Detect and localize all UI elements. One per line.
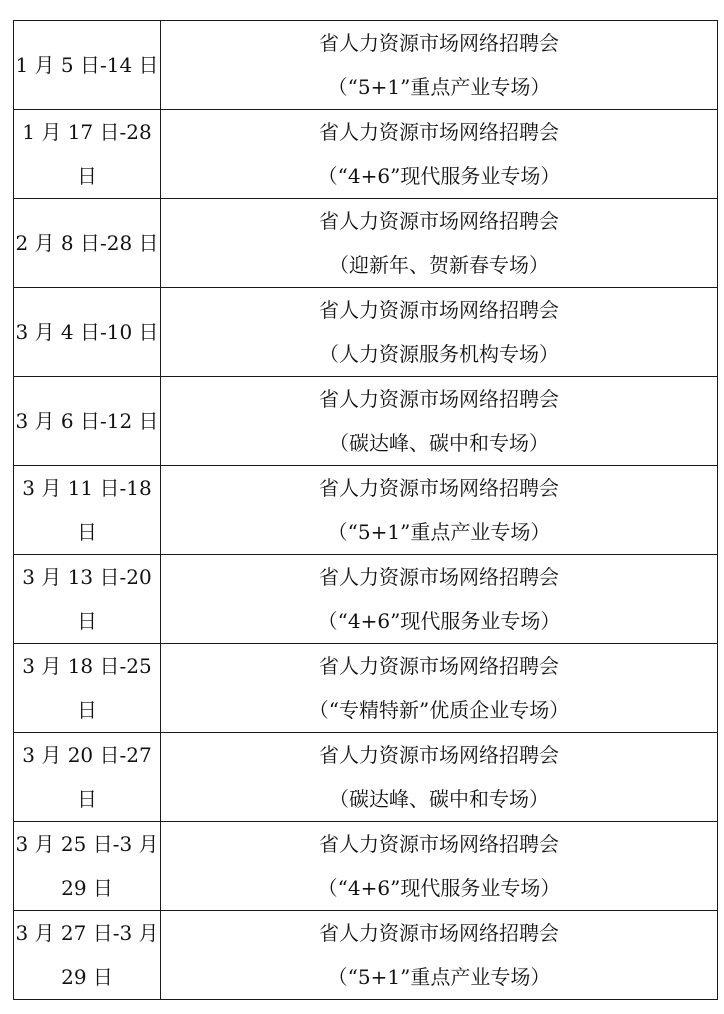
event-title: 省人力资源市场网络招聘会: [319, 120, 559, 144]
document-page: [13, 20, 715, 1000]
date-cell: 3 月 27 日-3 月 29 日: [14, 911, 161, 1000]
event-subtitle: （碳达峰、碳中和专场）: [329, 787, 549, 811]
event-title: 省人力资源市场网络招聘会: [319, 209, 559, 233]
event-cell: [161, 466, 718, 555]
table-row: [14, 733, 718, 822]
table-row: [14, 644, 718, 733]
table-row: [14, 110, 718, 199]
event-subtitle: （人力资源服务机构专场）: [319, 342, 559, 366]
event-cell: [161, 733, 718, 822]
event-cell: [161, 644, 718, 733]
event-subtitle: （“5+1”重点产业专场）: [327, 520, 551, 544]
event-cell: [161, 199, 718, 288]
date-cell: 3 月 25 日-3 月 29 日: [14, 822, 161, 911]
date-cell: 3 月 18 日-25 日: [14, 644, 161, 733]
table-row: [14, 555, 718, 644]
date-cell: 1 月 17 日-28 日: [14, 110, 161, 199]
event-cell: [161, 110, 718, 199]
event-subtitle: （“5+1”重点产业专场）: [327, 75, 551, 99]
job-fair-schedule-table: [13, 20, 718, 1000]
event-title: 省人力资源市场网络招聘会: [319, 387, 559, 411]
date-cell: 3 月 6 日-12 日: [14, 377, 161, 466]
event-title: 省人力资源市场网络招聘会: [319, 654, 559, 678]
table-row: [14, 466, 718, 555]
date-cell: 3 月 13 日-20 日: [14, 555, 161, 644]
event-title: 省人力资源市场网络招聘会: [319, 565, 559, 589]
table-row: [14, 21, 718, 110]
event-subtitle: （碳达峰、碳中和专场）: [329, 431, 549, 455]
event-title: 省人力资源市场网络招聘会: [319, 832, 559, 856]
event-title: 省人力资源市场网络招聘会: [319, 476, 559, 500]
event-title: 省人力资源市场网络招聘会: [319, 31, 559, 55]
date-cell: 3 月 20 日-27 日: [14, 733, 161, 822]
event-subtitle: （“4+6”现代服务业专场）: [317, 164, 561, 188]
event-title: 省人力资源市场网络招聘会: [319, 298, 559, 322]
date-cell: 2 月 8 日-28 日: [14, 199, 161, 288]
table-row: [14, 911, 718, 1000]
event-cell: [161, 911, 718, 1000]
event-title: 省人力资源市场网络招聘会: [319, 743, 559, 767]
event-subtitle: （迎新年、贺新春专场）: [329, 253, 549, 277]
event-subtitle: （“4+6”现代服务业专场）: [317, 876, 561, 900]
event-cell: [161, 377, 718, 466]
event-subtitle: （“4+6”现代服务业专场）: [317, 609, 561, 633]
table-row: [14, 377, 718, 466]
table-row: [14, 199, 718, 288]
table-row: [14, 288, 718, 377]
event-subtitle: （“专精特新”优质企业专场）: [308, 698, 570, 722]
event-title: 省人力资源市场网络招聘会: [319, 921, 559, 945]
date-cell: 1 月 5 日-14 日: [14, 21, 161, 110]
date-cell: 3 月 4 日-10 日: [14, 288, 161, 377]
date-cell: 3 月 11 日-18 日: [14, 466, 161, 555]
table-row: [14, 822, 718, 911]
event-cell: [161, 288, 718, 377]
event-cell: [161, 21, 718, 110]
event-cell: [161, 822, 718, 911]
event-subtitle: （“5+1”重点产业专场）: [327, 965, 551, 989]
event-cell: [161, 555, 718, 644]
